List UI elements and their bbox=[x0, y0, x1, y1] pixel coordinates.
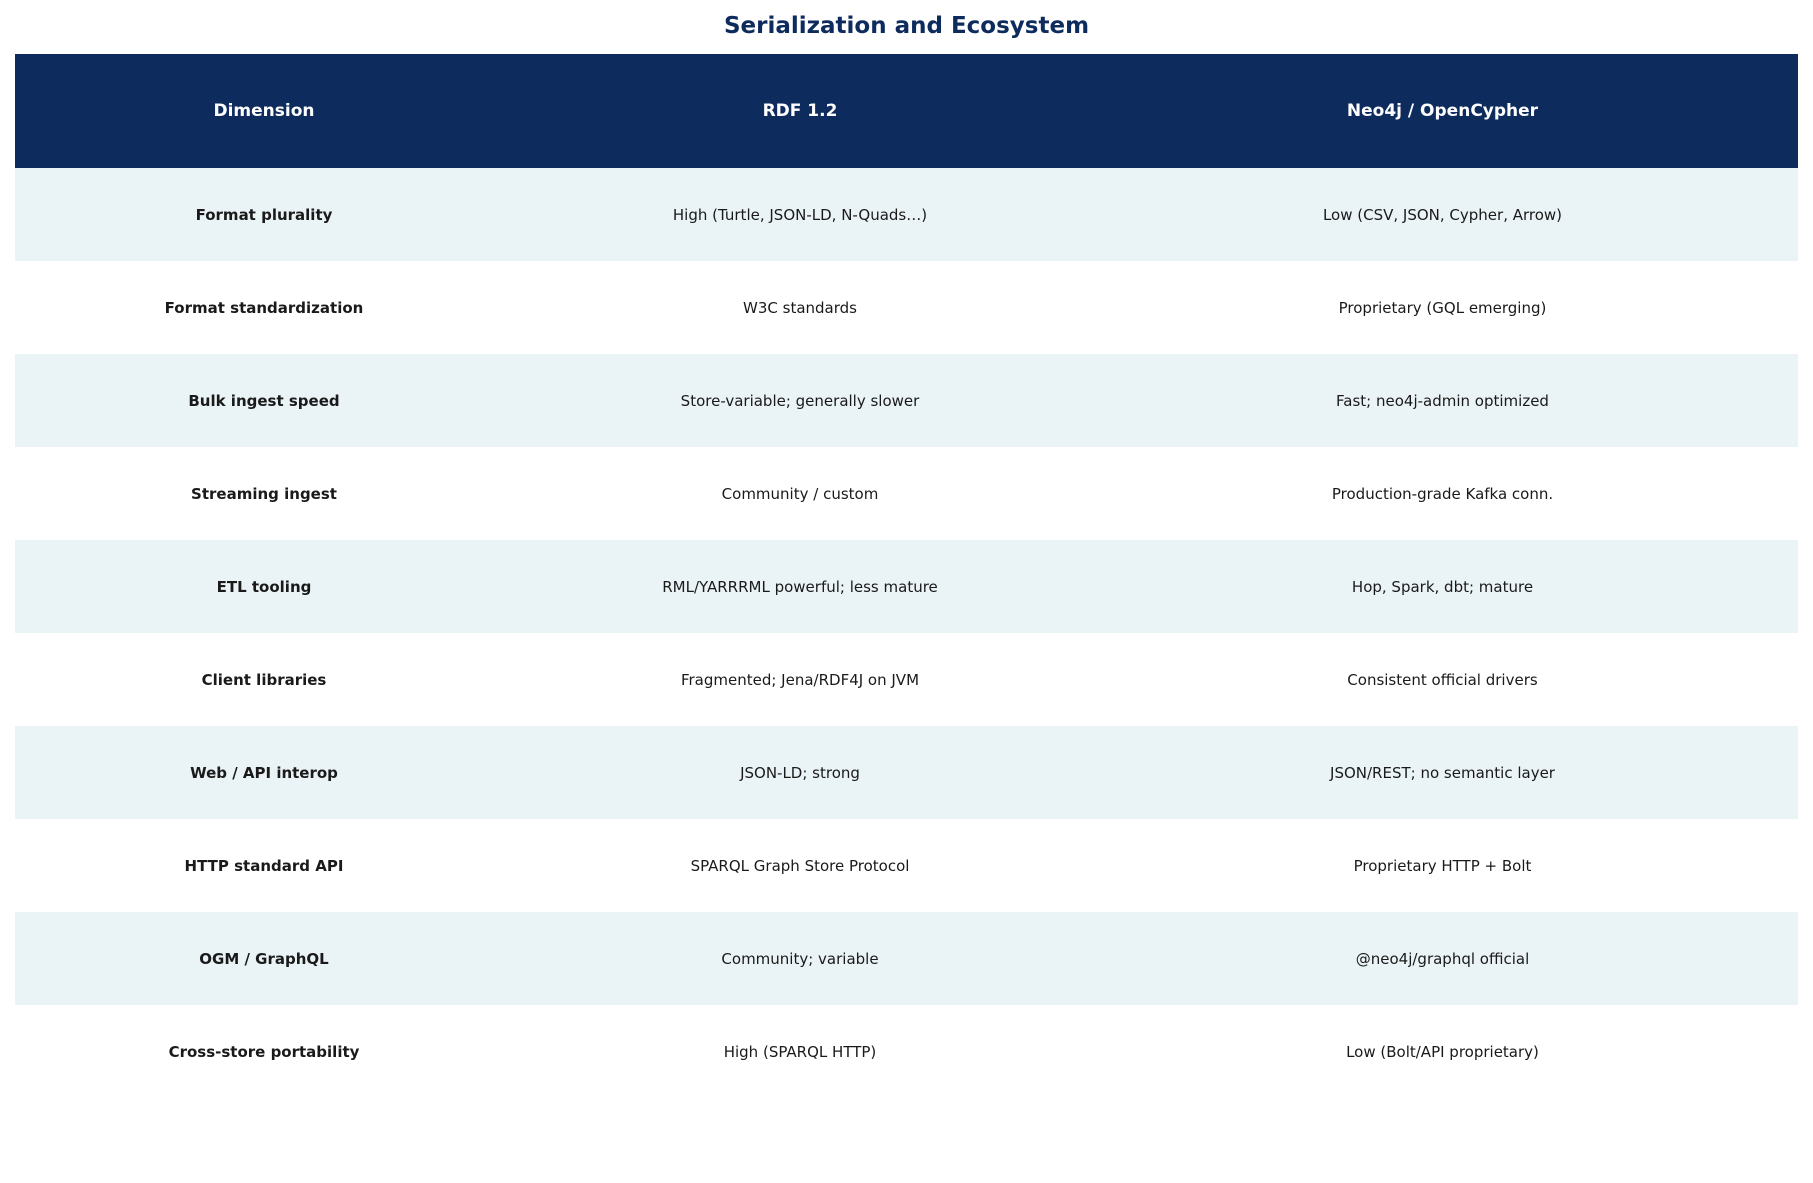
rdf-cell: Store-variable; generally slower bbox=[680, 391, 920, 410]
neo4j-cell: Proprietary (GQL emerging) bbox=[1338, 298, 1547, 317]
dimension-cell: ETL tooling bbox=[216, 577, 312, 596]
table-row bbox=[15, 540, 1798, 633]
neo4j-cell: Fast; neo4j-admin optimized bbox=[1336, 391, 1549, 410]
neo4j-cell: @neo4j/graphql official bbox=[1355, 949, 1530, 968]
neo4j-cell: Hop, Spark, dbt; mature bbox=[1351, 577, 1534, 596]
rdf-cell: Fragmented; Jena/RDF4J on JVM bbox=[680, 670, 920, 689]
table-row bbox=[15, 1005, 1798, 1098]
neo4j-cell: Low (CSV, JSON, Cypher, Arrow) bbox=[1322, 205, 1563, 224]
dimension-cell: HTTP standard API bbox=[184, 856, 344, 875]
dimension-cell: Streaming ingest bbox=[191, 484, 337, 503]
dimension-cell: Web / API interop bbox=[190, 763, 338, 782]
neo4j-cell: JSON/REST; no semantic layer bbox=[1330, 763, 1555, 782]
table-row bbox=[15, 726, 1798, 819]
comparison-table bbox=[15, 54, 1798, 1098]
neo4j-cell: Production-grade Kafka conn. bbox=[1331, 484, 1554, 503]
column-header-neo4j: Neo4j / OpenCypher bbox=[1346, 101, 1539, 121]
dimension-cell: Format standardization bbox=[164, 298, 364, 317]
page-title: Serialization and Ecosystem bbox=[723, 13, 1090, 39]
rdf-cell: Community / custom bbox=[721, 484, 879, 503]
table-row bbox=[15, 819, 1798, 912]
rdf-cell: Community; variable bbox=[721, 949, 879, 968]
dimension-cell: OGM / GraphQL bbox=[199, 949, 329, 968]
dimension-cell: Client libraries bbox=[201, 670, 327, 689]
rdf-cell: RML/YARRRML powerful; less mature bbox=[662, 577, 938, 596]
dimension-cell: Bulk ingest speed bbox=[188, 391, 340, 410]
neo4j-cell: Proprietary HTTP + Bolt bbox=[1353, 856, 1532, 875]
neo4j-cell: Consistent official drivers bbox=[1347, 670, 1538, 689]
neo4j-cell: Low (Bolt/API proprietary) bbox=[1346, 1042, 1539, 1061]
rdf-cell: W3C standards bbox=[743, 298, 857, 317]
column-header-dimension: Dimension bbox=[213, 101, 315, 121]
table-row bbox=[15, 168, 1798, 261]
table-row bbox=[15, 633, 1798, 726]
rdf-cell: High (SPARQL HTTP) bbox=[723, 1042, 877, 1061]
rdf-cell: High (Turtle, JSON-LD, N-Quads…) bbox=[672, 205, 928, 224]
table-row bbox=[15, 912, 1798, 1005]
rdf-cell: JSON-LD; strong bbox=[740, 763, 860, 782]
table-row bbox=[15, 261, 1798, 354]
table-header-row bbox=[15, 54, 1798, 168]
table-body bbox=[15, 168, 1798, 1098]
table-row bbox=[15, 354, 1798, 447]
dimension-cell: Format plurality bbox=[195, 205, 333, 224]
table-row bbox=[15, 447, 1798, 540]
rdf-cell: SPARQL Graph Store Protocol bbox=[690, 856, 910, 875]
dimension-cell: Cross-store portability bbox=[168, 1042, 360, 1061]
column-header-rdf: RDF 1.2 bbox=[762, 101, 838, 121]
